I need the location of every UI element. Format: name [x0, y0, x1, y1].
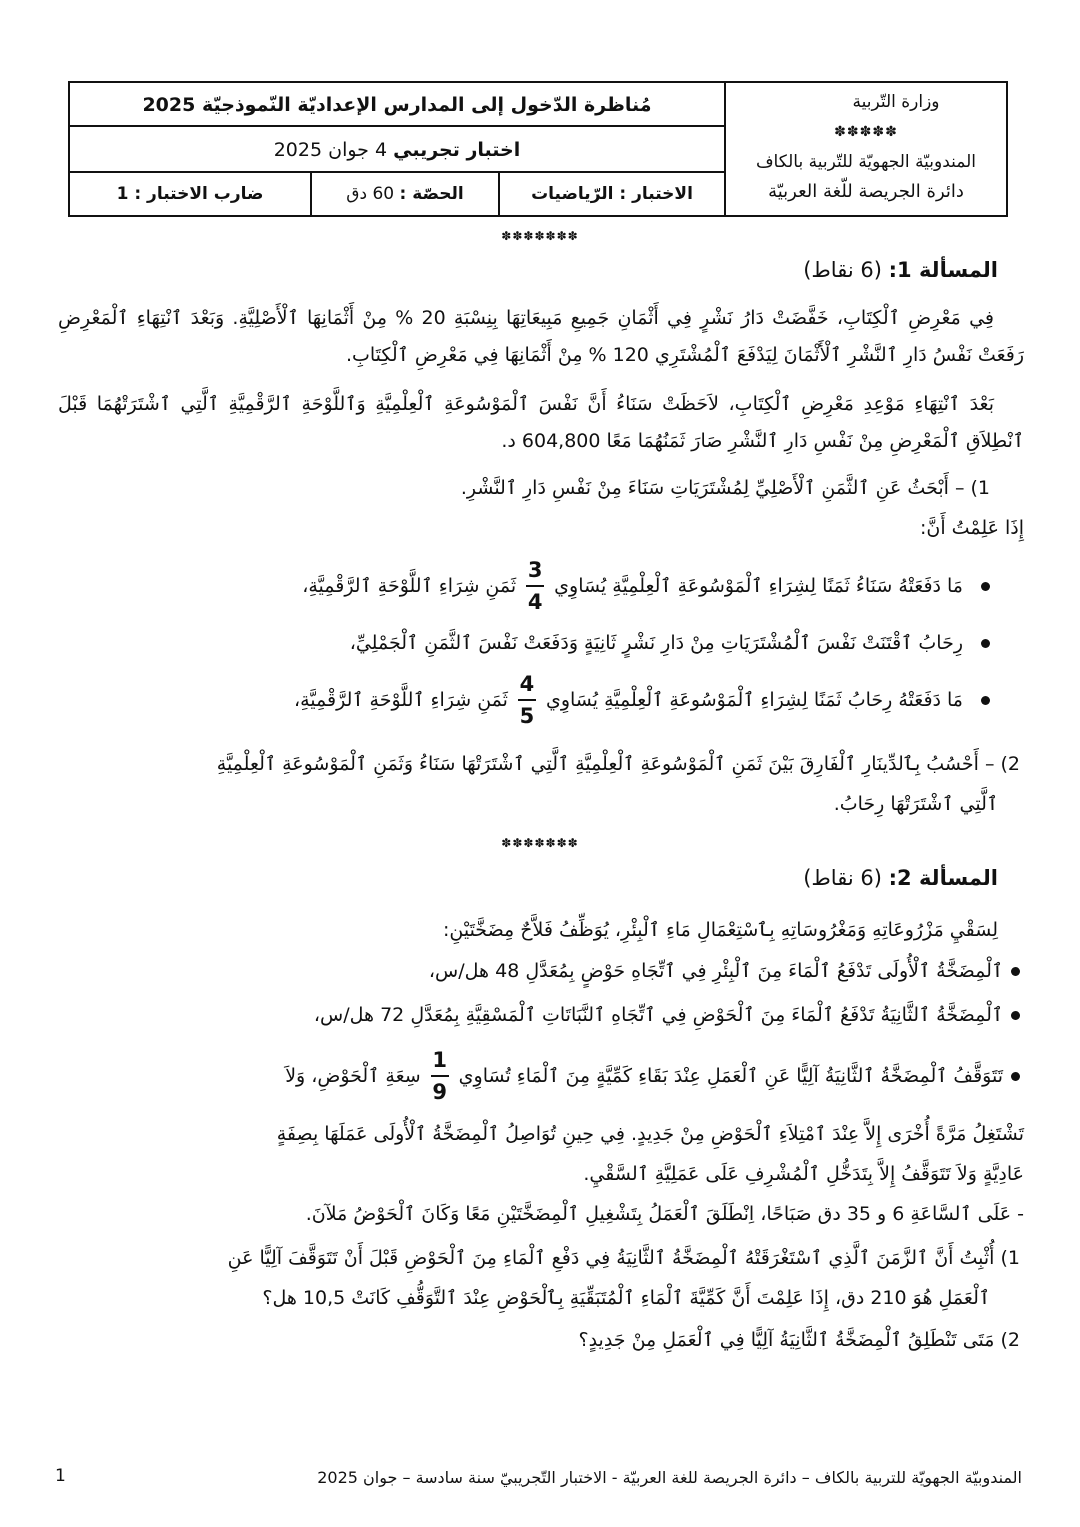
exam-date: 4 جوان 2025 — [273, 139, 388, 161]
contest-title: مُناظرة الدّخول إلى المدارس الإعداديّة النّموذجيّة 2025 — [70, 83, 724, 127]
problem1-title: المسألة 1: (6 نقاط) — [803, 258, 998, 282]
ministry-block — [724, 83, 1006, 215]
problem2-title: المسألة 2: (6 نقاط) — [803, 866, 998, 890]
problem1-paragraph2: بَعْدَ ٱنْتِهَاءِ مَوْعِدِ مَعْرِضِ ٱلْكِتَابِ، لاَحَظَتْ سَنَاءُ أَنَّ نَفْسَ ٱلْمَوْسُوعَةِ ٱلْعِلْمِيَّةِ وَٱللَّوْحَةِ ٱلرَّقْمِيَّةِ ٱلَّتِي ٱشْتَرَتْهُمَا قَبْلَ ٱنْطِلاَقِ ٱلْمَعْرِضِ مِنْ نَفْسِ دَارِ ٱلنَّشْرِ صَارَ ثَمَنُهُمَا مَعًا 604,800 د. — [58, 393, 1024, 452]
fraction-1-9: $\frac{1}{9}$ — [432, 1048, 447, 1104]
problem1-if-known: إِذَا عَلِمْتُ أَنَّ: — [920, 517, 1024, 539]
problem2-line3: عَادِيَّةٍ وَلاَ تَتَوَقَّفُ إِلاَّ بِتَدَخُّلِ ٱلْمُشْرِفِ عَلَى عَمَلِيَّةِ ٱلسَّقْيِ. — [583, 1163, 1024, 1185]
problem2-line4: - عَلَى ٱلسَّاعَةِ 6 و 35 دق صَبَاحًا، اِنْطَلَقَ ٱلْعَمَلُ بِتَشْغِيلِ ٱلْمِضَخَّتَيْنِ مَعًا وَكَانَ ٱلْحَوْضُ مَلآنَ. — [305, 1203, 1024, 1225]
bullet-dot — [981, 582, 990, 591]
fraction-3-4: $\frac{3}{4}$ — [527, 558, 543, 614]
problem1-question2-line2: ٱلَّتِي ٱشْتَرَتْهَا رِحَابُ. — [833, 793, 998, 815]
regional-office: المندوبيّة الجهويّة للتّربية بالكاف — [755, 152, 977, 172]
exam-session: الحصّة : 60 دق — [310, 173, 498, 215]
bullet-dot — [1011, 967, 1020, 976]
exam-type: اختبار تجريبي — [393, 139, 521, 161]
exam-coefficient: ضارب الاختبار : 1 — [116, 184, 264, 204]
fraction-4-5: $\frac{4}{5}$ — [519, 672, 535, 728]
exam-subject: الاختبار : الرّياضيات — [498, 173, 724, 215]
problem1-bullet1: مَا دَفَعَتْهُ سَنَاءُ ثَمَنًا لِشِرَاءِ ٱلْمَوْسُوعَةِ ٱلْعِلْمِيَّةِ يُسَاوِي $\frac{3}{4}$ ثَمَنِ شِرَاءِ ٱللَّوْحَةِ ٱلرَّقْمِيَّةِ، — [302, 558, 990, 614]
separator-stars: ✽✽✽✽✽✽✽ — [501, 836, 579, 850]
district: دائرة الجريصة للّغة العربيّة — [768, 181, 964, 202]
separator-stars: ✽✽✽✽✽✽✽ — [501, 229, 579, 243]
bullet-dot — [981, 696, 990, 705]
problem2-intro: لِسَقْيِ مَزْرُوعَاتِهِ وَمَغْرُوسَاتِهِ بِٱسْتِعْمَالِ مَاءِ ٱلْبِئْرِ، يُوَظِّفُ فَلاَّحٌ مِضَخَّتَيْنِ: — [442, 919, 998, 941]
problem2-bullet2: ٱلْمِضَخَّةُ ٱلثَّانِيَةُ تَدْفَعُ ٱلْمَاءَ مِنَ ٱلْحَوْضِ فِي ٱتِّجَاهِ ٱلنَّبَاتَاتِ ٱلْمَسْقِيَّةِ بِمُعَدَّلِ 72 هل/س، — [314, 1004, 1020, 1026]
exam-info-row — [70, 173, 724, 215]
bullet-dot — [981, 639, 990, 648]
bullet-dot — [1011, 1072, 1020, 1081]
problem2-bullet1: ٱلْمِضَخَّةُ ٱلْأُولَى تَدْفَعُ ٱلْمَاءَ مِنَ ٱلْبِئْرِ فِي ٱتِّجَاهِ حَوْضٍ بِمُعَدَّلِ 48 هل/س، — [429, 960, 1020, 982]
page-number: 1 — [55, 1466, 66, 1486]
problem1-bullet2: رِحَابُ ٱقْتَنَتْ نَفْسَ ٱلْمُشْتَرَيَاتِ مِنْ دَارِ نَشْرٍ ثَانِيَةٍ وَدَفَعَتْ نَفْسَ ٱلثَّمَنِ ٱلْجَمْلِيِّ، — [350, 632, 990, 654]
problem2-question1-line1: 1) أُثْبِتُ أَنَّ ٱلزَّمَنَ ٱلَّذِي ٱسْتَغْرَقَتْهُ ٱلْمِضَخَّةُ ٱلثَّانِيَةُ فِي دَفْعِ ٱلْمَاءِ مِنَ ٱلْحَوْضِ قَبْلَ أَنْ تَتَوَقَّفَ آلِيًّا عَنِ — [227, 1247, 1020, 1269]
problem2-bullet3: تَتَوَقَّفُ ٱلْمِضَخَّةُ ٱلثَّانِيَةُ آلِيًّا عَنِ ٱلْعَمَلِ عِنْدَ بَقَاءِ كَمِّيَّةٍ مِنَ ٱلْمَاءِ تُسَاوِي $\frac{1}{9}$ سِعَةِ ٱلْحَوْضِ، وَلاَ — [285, 1048, 1020, 1104]
page-footer: المندوبيّة الجهويّة للتربية بالكاف – دائرة الجريصة للغة العربيّة - الاختبار التّجريبيّ سنة سادسة – جوان 2025 — [317, 1468, 1022, 1487]
ministry-name: وزارة التّربية — [852, 92, 940, 112]
exam-type-row — [70, 127, 724, 173]
problem1-question2-line1: 2) – أَحْسُبُ بِٱلدِّينَارِ ٱلْفَارِقَ بَيْنَ ثَمَنِ ٱلْمَوْسُوعَةِ ٱلْعِلْمِيَّةِ ٱلَّتِي ٱشْتَرَتْهَا سَنَاءُ وَثَمَنِ ٱلْمَوْسُوعَةِ ٱلْعِلْمِيَّةِ — [216, 753, 1020, 775]
problem1-bullet3: مَا دَفَعَتْهُ رِحَابُ ثَمَنًا لِشِرَاءِ ٱلْمَوْسُوعَةِ ٱلْعِلْمِيَّةِ يُسَاوِي $\frac{4}{5}$ ثَمَنِ شِرَاءِ ٱللَّوْحَةِ ٱلرَّقْمِيَّةِ، — [294, 672, 990, 728]
problem2-question2: 2) مَتَى تَنْطَلِقُ ٱلْمِضَخَّةُ ٱلثَّانِيَةُ آلِيًّا فِي ٱلْعَمَلِ مِنْ جَدِيدٍ؟ — [578, 1329, 1020, 1351]
problem1-paragraph1: فِي مَعْرِضِ ٱلْكِتَابِ، خَفَّضَتْ دَارُ نَشْرٍ فِي أَثْمَانِ جَمِيعِ مَبِيعَاتِهَا بِنِسْبَةِ 20 % مِنْ أَثْمَانِهَا ٱلْأَصْلِيَّةِ. وَبَعْدَ ٱنْتِهَاءِ ٱلْمَعْرِضِ رَفَعَتْ نَفْسُ دَارِ ٱلنَّشْرِ ٱلْأَثْمَانَ لِيَدْفَعَ ٱلْمُشْتَرِي 120 % مِنْ أَثْمَانِهَا فِي مَعْرِضِ ٱلْكِتَابِ. — [58, 307, 1024, 366]
problem1-question1: 1) – أَبْحَثُ عَنِ ٱلثَّمَنِ ٱلْأَصْلِيِّ لِمُشْتَرَيَاتِ سَنَاءَ مِنْ نَفْسِ دَارِ ٱلنَّشْرِ. — [460, 477, 990, 499]
problem2-line2: تَشْتَغِلُ مَرَّةً أُخْرَى إِلاَّ عِنْدَ ٱمْتِلاَءِ ٱلْحَوْضِ مِنْ جَدِيدٍ. فِي حِينِ تُوَاصِلُ ٱلْمِضَخَّةُ ٱلْأُولَى عَمَلَهَا بِصِفَةٍ — [276, 1123, 1024, 1145]
bullet-dot — [1011, 1011, 1020, 1020]
ministry-stars: ✽✽✽✽✽ — [834, 124, 898, 140]
header-table — [68, 81, 1008, 217]
problem2-question1-line2: ٱلْعَمَلِ هُوَ 210 دق، إِذَا عَلِمْتَ أَنَّ كَمِّيَّةَ ٱلْمَاءِ ٱلْمُتَبَقِّيَةِ بِٱلْحَوْضِ عِنْدَ ٱلتَّوَقُّفِ كَانَتْ 10,5 هل؟ — [262, 1287, 990, 1309]
